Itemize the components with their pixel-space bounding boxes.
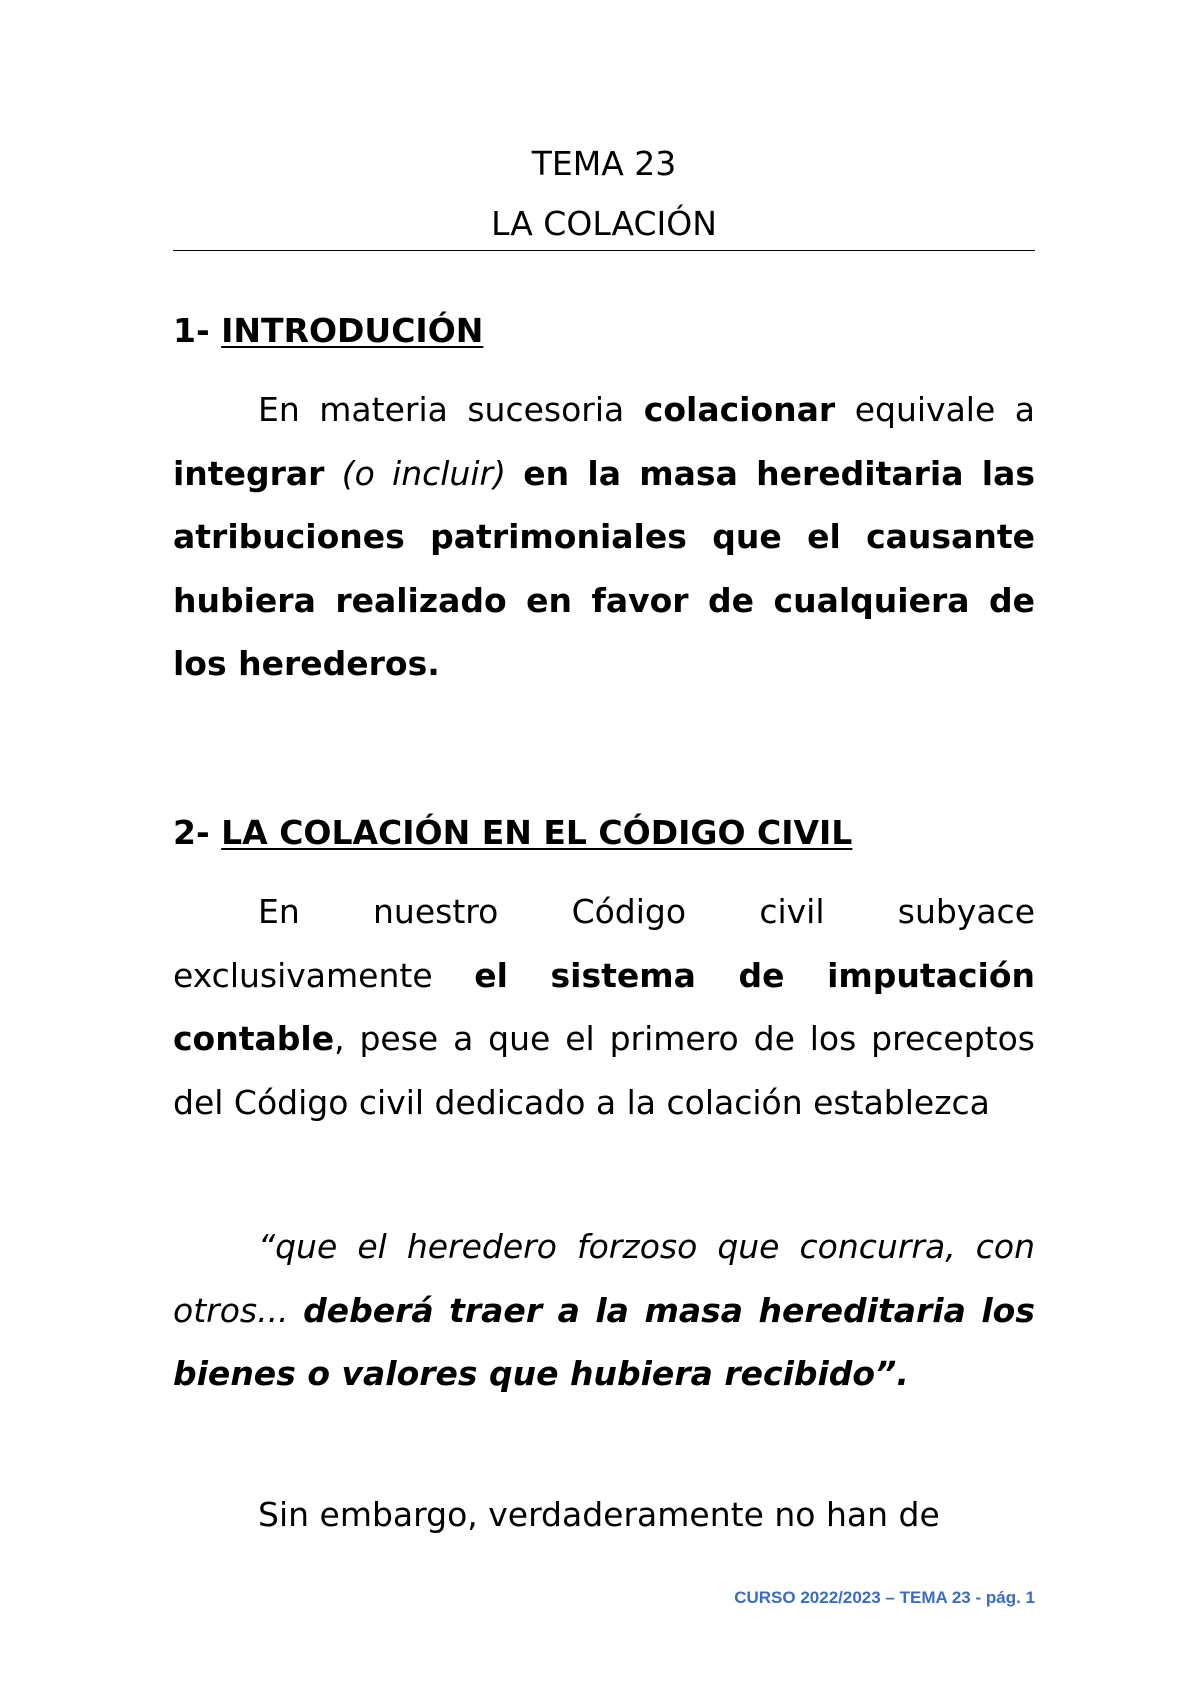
text-run: Sin embargo, verdaderamente no han de — [258, 1495, 940, 1534]
bold-term: integrar — [173, 453, 325, 493]
legal-quote — [173, 1215, 1035, 1406]
paragraph-continuation — [173, 1483, 1035, 1547]
text-run: En materia sucesoria — [258, 390, 644, 429]
bold-italic-text: deberá traer a la masa hereditaria los bienes o valores que hubiera recibido”. — [173, 1290, 1035, 1393]
text-run: equivale a — [835, 390, 1035, 429]
title-divider — [173, 250, 1035, 251]
italic-text: (o incluir) — [324, 453, 524, 493]
document-title-line2: LA COLACIÓN — [491, 204, 717, 243]
section-title: INTRODUCIÓN — [221, 311, 484, 350]
italic-text: “que el heredero forzoso que concurra, con otros... — [173, 1227, 1035, 1330]
text-run: , pese a que el primero de los preceptos del Código civil dedicado a la colación establezca — [173, 1019, 1035, 1122]
bold-term: colacionar — [643, 390, 836, 429]
document-title-line1: TEMA 23 — [531, 144, 677, 183]
paragraph-codigo-civil — [173, 880, 1035, 1134]
section-number: 2- — [173, 813, 222, 852]
page-footer: CURSO 2022/2023 – TEMA 23 - pág. 1 — [734, 1588, 1035, 1607]
section-heading-1 — [173, 299, 483, 363]
section-number: 1- — [173, 311, 222, 350]
bold-text: en la masa hereditaria las atribuciones patrimoniales que el causante hubiera realizado en favor de cualquiera de los herederos. — [173, 453, 1035, 683]
bold-term: el sistema de imputación contable — [173, 955, 1035, 1058]
section-title: LA COLACIÓN EN EL CÓDIGO CIVIL — [221, 813, 853, 852]
section-heading-2 — [173, 801, 852, 865]
title-block — [173, 134, 1035, 254]
paragraph-introduction — [173, 378, 1035, 696]
text-run: En nuestro Código civil subyace exclusivamente — [173, 892, 1035, 995]
